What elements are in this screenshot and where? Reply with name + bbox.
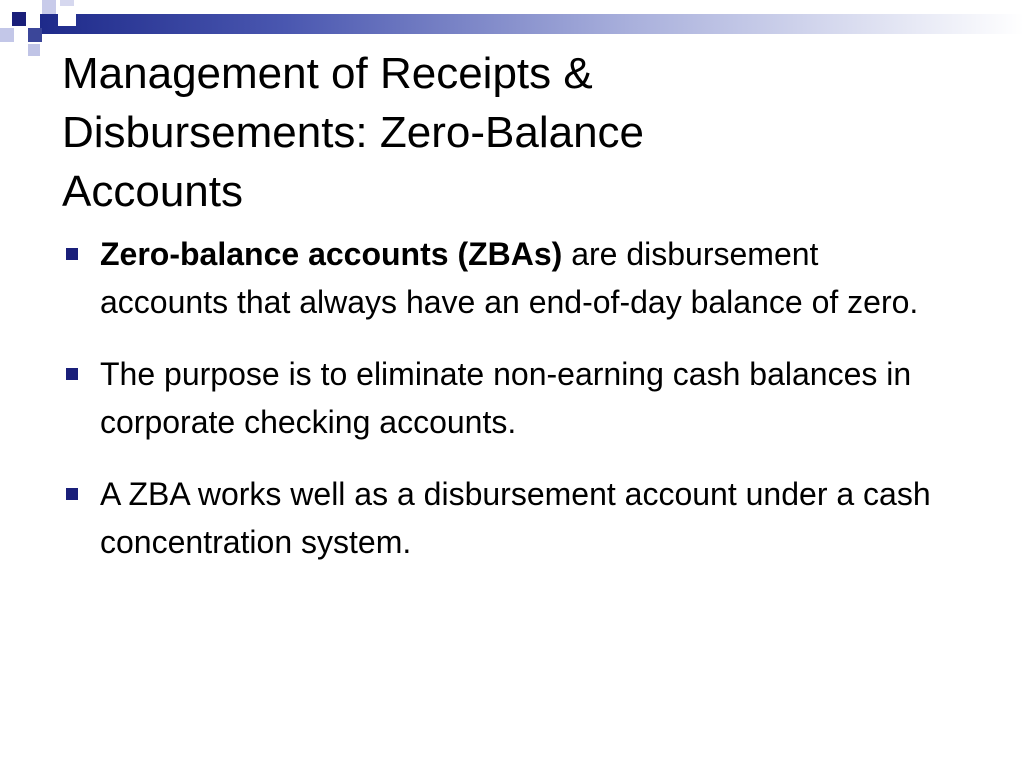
square-bullet-icon (66, 248, 78, 260)
square-bullet-icon (66, 368, 78, 380)
square-bullet-icon (66, 488, 78, 500)
title-line-1: Management of Receipts & (62, 49, 593, 98)
header-gradient-bar (40, 14, 1024, 34)
bullet-text: The purpose is to eliminate non-earning cash balances in corporate checking accounts. (100, 356, 912, 440)
decorative-square (28, 44, 40, 56)
bullet-bold-term: Zero-balance accounts (ZBAs) (100, 236, 563, 272)
title-line-2: Disbursements: Zero-Balance (62, 108, 645, 157)
bullet-text: are disbursement accounts that always have an end-of-day balance of zero. (100, 236, 919, 320)
bullet-text: A ZBA works well as a disbursement account under a cash concentration system. (100, 476, 931, 560)
decorative-square (12, 12, 26, 26)
decorative-square (0, 28, 14, 42)
bullet-item-concentration (62, 470, 942, 566)
title-line-3: Accounts (62, 167, 243, 216)
bullet-item-purpose (62, 350, 942, 446)
decorative-square (42, 0, 56, 14)
bullet-list (62, 230, 942, 590)
bullet-item-zba-definition (62, 230, 942, 326)
decorative-square (28, 28, 42, 42)
slide-title (62, 44, 962, 221)
decorative-square (60, 0, 74, 6)
decorative-square (58, 8, 76, 26)
